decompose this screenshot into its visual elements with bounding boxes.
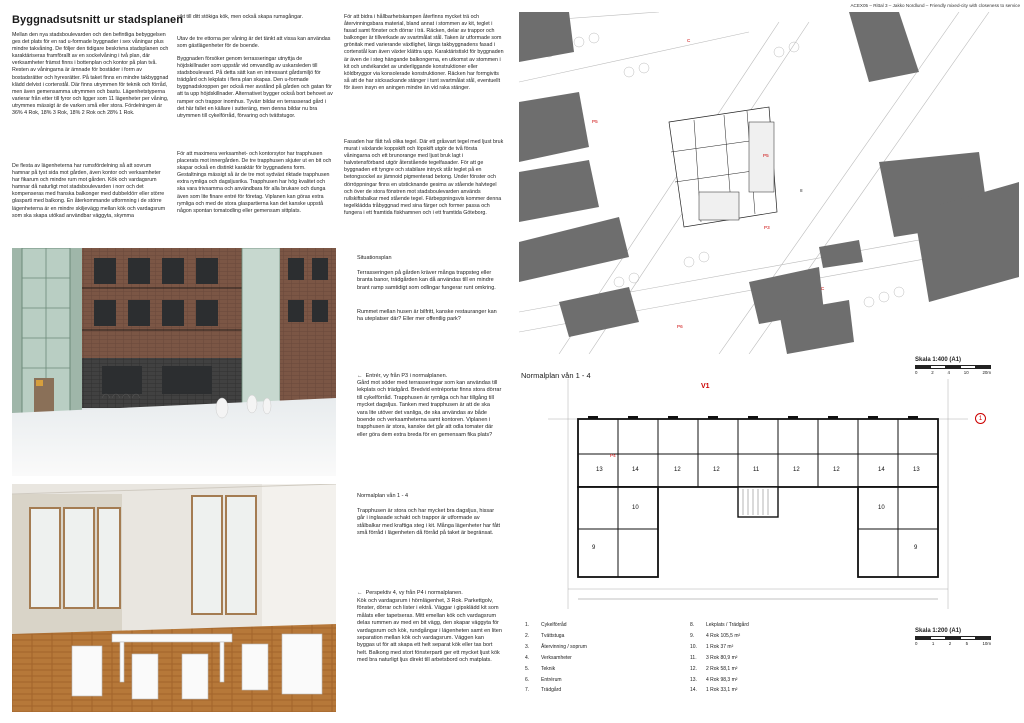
svg-text:11: 11	[753, 467, 760, 473]
situationsplan-text: Terrasseringen på gården kräver många trappsteg eller branta banor, trädgården kan då användas till en mindre brant ramp samtidigt som odlingar fungerar runt omkring.	[357, 270, 496, 291]
legend-item	[690, 642, 810, 653]
scale-1-200-bar	[915, 636, 991, 640]
tick: 0	[915, 370, 918, 375]
floor-plan-drawing	[548, 379, 988, 609]
legend-number: 2.	[525, 632, 530, 639]
legend-label: Tvättstuga	[541, 632, 565, 639]
interior-render	[12, 484, 336, 712]
svg-text:12: 12	[833, 467, 840, 473]
tick: 10m	[982, 641, 991, 646]
p6-marker: P6	[677, 324, 683, 329]
legend-label: Trädgård	[541, 687, 562, 694]
question-text: Rummet mellan husen är bilfritt, kanske restauranger kan ha uteplatser där? Eller mer offentlig park?	[357, 309, 497, 323]
legend-item	[525, 664, 685, 675]
plan-number-8: 8	[800, 188, 803, 193]
perspektiv-title: Perspektiv 4, vy från P4 i normalplanen.	[365, 590, 463, 597]
v1-marker: V1	[701, 383, 710, 390]
legend-item	[690, 685, 810, 696]
tick: 4	[947, 370, 950, 375]
scale-1-200-title: Skala 1:200 (A1)	[915, 628, 962, 634]
apartment-text: De flesta av lägenheterna har rumsfördelning så att sovrum hamnar på tyst sida mot gården, även kontor och verksamheter har fikarum och mindre rum mot gården. Kök och vardagsrum hamnar då naturligt mot stadsboulevarden i norr och det kompenseras med franska balkonger med dubbeldörr eller större glasparti med balkong. En återkommande utformning i de större lägenheterna är en mindre skiljevägg mellan kök och vardagsrum som ska skapa utökad användbar väggyta, skymma	[12, 163, 166, 219]
tick: 0	[915, 641, 918, 646]
legend-item	[690, 653, 810, 664]
svg-text:13: 13	[913, 467, 920, 473]
legend-right	[690, 620, 810, 696]
courtyard-render-illustration	[12, 248, 336, 476]
text-col3-a: För att bidra i hållbarhetskampen återfinns mycket trä och återvinningsbara material, bland annat i stommen av kit, teglet i fasad samt fönster och dörrar i trä. Räcken, delar av trappor och balkonger är tillverkade av svartmålat stål. Taken är utformade som grönitak med varierande växtlighet, längs takbyggnadens fasad i cortenstål kan även växter klättra upp. Karaktäristiskt för byggnaden är även de i steg hängande balkongerna, en utkomst av stommen i kit och undvikandet av underliggande konstruktioner eller köldbryggor via konsolerade konstruktioner. Räcken har formgivits så att de har sicksackande stänger i tunt svartmålat stål, eventuellt för även insyn en aningen mindre än vid raka stänger.	[344, 14, 504, 91]
svg-text:9: 9	[914, 545, 918, 551]
legend-number: 7.	[525, 687, 530, 694]
svg-text:10: 10	[878, 505, 885, 511]
p5-marker: P5	[763, 153, 769, 158]
axis-1-marker	[975, 413, 986, 424]
scale-1-200-ticks	[915, 641, 991, 646]
text-col3-b: Fasaden har fått två olika tegel. Där ett gråsvart tegel med ljust bruk murat i växlande koppskift och löpskift utgör de två första våningarna och ett brunorange med ljust bruk lagt i halvstensförband utgör återstående tegelfasader. För att ge byggnaden ett tyngre och stabilare intryck står teglet på en betongsockel av jämnoid pigmenterad betong. Under fönster och dörröppningar finns en utsticknande gesims av stående halvtegel och över de stora fönstren mot stadsboulevarden används rullskiftsbalkar med stående tegel. Färbeppningsvis kommer denna tegelklädda tråbyggnad med sina färger och former passa och fungera i ett framtida fiskhamnen och i ett framtida Göteborg.	[344, 139, 504, 216]
legend-left	[525, 620, 685, 696]
legend-number: 3.	[525, 643, 530, 650]
legend-label: 1 Rok 33,1 m²	[706, 687, 738, 694]
legend-number: 10.	[690, 643, 697, 650]
legend-item	[525, 620, 685, 631]
entre-text: Gård mot söder med terrasseringar som kan användas till lekplats och trädgård. Bredvid entréportar finns stora dörrar till cykelförråd. Trapphusen är rymliga och har tillgång till mycket dagsljus. Tanken med trapphusen är att de ska vara lite utöver det vanliga, de ska användas av både boende och verksamheterna samt kontoren. Viplanen i trapphusen är stora, kanske det går att odla tomater där eller göra dem extra breda för en gemensam fika plats?	[357, 380, 502, 438]
legend-number: 1.	[525, 622, 530, 628]
legend-number: 6.	[525, 676, 530, 683]
situation-plan	[519, 12, 1019, 354]
p3-marker: P3	[764, 225, 770, 230]
svg-text:13: 13	[596, 467, 603, 473]
legend-item	[690, 664, 810, 675]
arrow-left-icon: ←	[357, 373, 363, 380]
legend-item	[525, 685, 685, 696]
arrow-left-icon: ←	[357, 590, 363, 597]
svg-text:12: 12	[674, 467, 681, 473]
legend-item	[525, 675, 685, 686]
floor-plan	[548, 379, 988, 609]
legend-label: 2 Rok 58,1 m²	[706, 665, 738, 672]
entre-caption-title	[357, 366, 507, 381]
tick: 10	[963, 370, 969, 375]
svg-text:9: 9	[592, 545, 596, 551]
tick: 1	[931, 641, 935, 646]
legend-number: 12.	[690, 665, 697, 672]
scale-1-400-ticks	[915, 370, 991, 375]
text-col2-d: För att maximera verksamhet- och kontorsytor har trapphusen placerats mot innergården. De tre trapphusen skjuter ut en bit och skapar också en distinkt karaktär för byggnadens form. Gestaltnings mässigt så är de tre mot sydväst riktade trapphusen extra rymliga och dagsljusrika. Trapphusen har hög kvalitet och ska vara trivsamma och användbara för alla brukare och dunga även som lite finare entré för företag. Viplanen kan göras extra rymliga och med de stora glaspartierna kan det kanske uppstå någon spontan tomatodling eller gemensam sittplats.	[177, 151, 332, 214]
legend-item	[690, 631, 810, 642]
c-marker-south: C	[821, 286, 825, 291]
legend-label: Teknik	[541, 665, 556, 672]
p4-marker: P4	[610, 453, 616, 458]
axis-1-label: 1	[978, 416, 983, 422]
text-col2-a: sikt till ditt stökiga kök, men också skapa rumsgångar.	[177, 14, 304, 20]
page-title: Byggnadsutsnitt ur stadsplanen	[12, 14, 184, 26]
legend-label: Entrérum	[541, 676, 562, 683]
intro-text: Mellan den nya stadsboulevarden och den befintliga bebyggelsen ges det plats för en rad u-formade byggnader i sex våningar plus mindre takvåning. De följer den tidigare beskrivna stadsplanen och karaktäriseras framförallt av en sockelvåning i två plan, där verksamheter främst finns i bottenplan och kontor på plan två. Resten av våningarna är ämnade för bostäder i form av bostadsrätter och hyresrätter. På taket finns en mindre takbyggnad klädd delvist i cortenstål. Där finns utrymmen för teknik och förråd, men även gemensamma utrymmen och bastu. Lägenhetstyperna varierar från etter till fyror och ligger som 11 lägenheter per våning, utrymmes mässigt är de varken små eller stora. Fördelningen är 36% 4 Rok, 18% 3 Rok, 18% 2 Rok och 28% 1 Rok.	[12, 32, 169, 117]
legend-label: Återvinning / soprum	[541, 643, 587, 650]
situation-plan-drawing	[519, 12, 1019, 354]
perspektiv-text: Kök och vardagsrum i hörnlägenhet, 3 Rok. Parkettgolv, fönster, dörrar och lister i ektrå. Väggar i gipsklädd kit som målats eller tapetseras. Mitt emellan kök och vardagsrum delas rummen av med en bit vägg, den skapar väggyta för vardagsrum och kök, rundgångar i lägenheten samt en liten separation mellan kök och vardagsrum. Väggen kan byggas ut för att skapa ett helt separat kök eller tas bort helt. Balkong med stort fönsterparti ger ett mycket ljust kök med bra naturligt ljus direkt till arbetsbord och matplats.	[357, 598, 502, 664]
normalplan-caption-title: Normalplan vån 1 - 4	[357, 493, 409, 499]
legend-label: Verksamheter	[541, 654, 572, 661]
legend-item	[690, 675, 810, 686]
tick: 2	[931, 370, 934, 375]
svg-text:12: 12	[713, 467, 720, 473]
scale-1-400-bar	[915, 365, 991, 369]
tick: 2	[948, 641, 952, 646]
legend-number: 8.	[690, 622, 695, 628]
normalplan-heading: Normalplan vån 1 - 4	[521, 371, 591, 380]
legend-label: 4 Rok 98,3 m²	[706, 676, 738, 683]
legend-number: 4.	[525, 654, 530, 661]
scale-1-200	[915, 628, 991, 646]
legend-label: Cykelförråd	[541, 622, 567, 628]
sheet-meta: ACEX05 – Rittal 3 – Jakko Nordlund – Friendly mixed-city with closeness to service	[850, 3, 1020, 8]
p5-label: P5	[592, 119, 598, 124]
legend-label: 3 Rok 80,9 m²	[706, 654, 738, 661]
normalplan-text: Trapphusen är stora och har mycket bra dagsljus, hissar går i inglasade schakt och trappor är utformade av stålbalkar med kraftiga steg i kit. Många lägenheter har fått små förråd i lägenheten då förråd på taket är begränsat.	[357, 508, 501, 537]
legend-label: Lekplats / Trädgård	[706, 622, 749, 628]
legend-number: 13.	[690, 676, 697, 683]
scale-1-400	[915, 357, 991, 375]
text-col2-c: Byggnaden försöker genom terrasseringar utnyttja de höjdskillnader som uppstår vid omvandlig av uskarsleden till stadsboulevard. På detta sätt kan en intressant gårdsmiljö för trädgård och lekplats i flera plan skapas. Den u-formade byggnadskroppen ger också mer avstånd på gården och gatan för att ta upp höjdskillnader. Alternativet bygger också bort behovet av ramper och trappor inomhus. Tyvärr bildar en terrasserad gård i det här fallet en källare i sutteräng, men denna bildar nu bra utrymmen till cykelförråd, förvaring och tvättstugor.	[177, 56, 333, 119]
legend-number: 14.	[690, 687, 697, 694]
text-col2-b: Utav de tre ettorna per våning är det tänkt att vissa kan användas som gästlägenheter för de boende.	[177, 36, 331, 50]
scale-1-400-title: Skala 1:400 (A1)	[915, 357, 962, 363]
legend-number: 5.	[525, 665, 530, 672]
c-marker: C	[687, 38, 691, 43]
tick: 5	[965, 641, 969, 646]
svg-text:12: 12	[793, 467, 800, 473]
svg-text:14: 14	[878, 467, 885, 473]
legend-label: 4 Rok 105,5 m²	[706, 632, 741, 639]
legend-item	[525, 642, 685, 653]
legend-item	[525, 631, 685, 642]
svg-text:10: 10	[632, 505, 639, 511]
legend-item	[525, 653, 685, 664]
entre-title: Entrér, vy från P3 i normalplanen.	[365, 373, 448, 380]
interior-render-illustration	[12, 484, 336, 712]
courtyard-render	[12, 248, 336, 476]
svg-text:14: 14	[632, 467, 639, 473]
tick: 20m	[982, 370, 991, 375]
legend-item	[690, 620, 810, 631]
situationsplan-title: Situationsplan	[357, 255, 392, 261]
perspektiv-caption-title	[357, 583, 507, 598]
legend-number: 9.	[690, 632, 695, 639]
legend-number: 11.	[690, 654, 697, 661]
legend-label: 1 Rok 37 m²	[706, 643, 734, 650]
